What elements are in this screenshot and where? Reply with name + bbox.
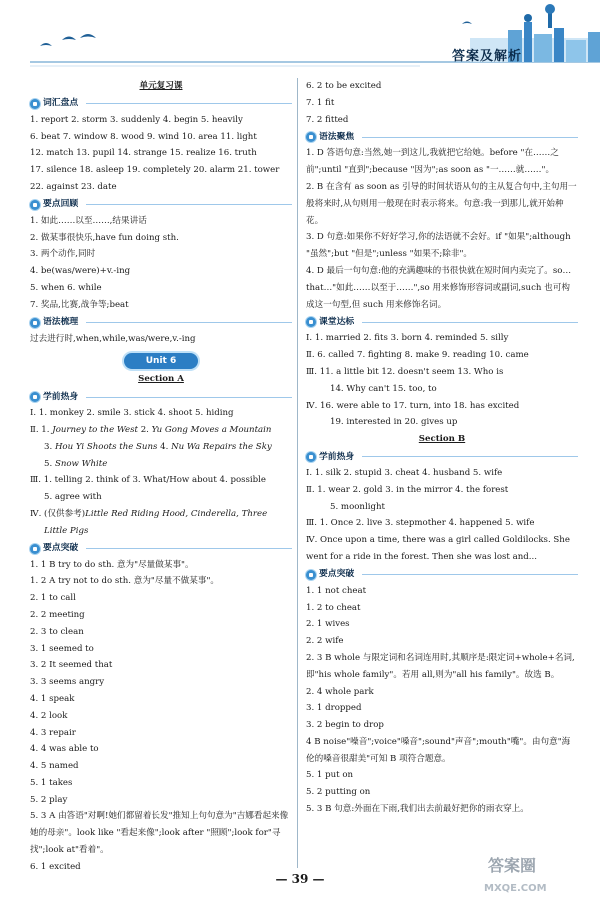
section-a-title: Section A xyxy=(138,374,184,385)
warmup-line: Ⅰ. 1. monkey 2. smile 3. stick 4. shoot 5. hiding xyxy=(30,408,234,419)
section-bullet-icon xyxy=(306,132,316,142)
answer-line: 2. 1 to call xyxy=(30,593,76,604)
unit-badge: Unit 6 xyxy=(124,353,198,369)
header-title: 答案及解析 xyxy=(451,49,522,64)
warmup-heading: 学前热身 xyxy=(30,390,292,404)
section-bullet-icon xyxy=(30,200,40,210)
review-title: 单元复习课 xyxy=(139,81,183,91)
answer-line: 2. 1 wives xyxy=(306,619,350,630)
answer-line: 3. 1 seemed to xyxy=(30,643,94,654)
review-line: 5. when 6. while xyxy=(30,282,102,293)
vocab-line: 6. beat 7. window 8. wood 9. wind 10. area 11. light xyxy=(30,131,257,142)
warmup-b-heading: 学前热身 xyxy=(306,450,578,464)
answer-line: Ⅳ. 16. were able to 17. turn, into 18. has excited xyxy=(306,400,520,411)
answer-line: 6. 2 to be excited xyxy=(306,81,382,91)
answer-line: 1. 2 A try not to do sth. 意为"尽量不做某事"。 xyxy=(30,576,219,587)
answer-paragraph: 2. 3 B whole 与限定词和名词连用时,其顺序是:限定词+whole+名词,即"his whole family"。若用 all,则为"all his family"。故选 B。 xyxy=(306,652,575,680)
vocab-line: 17. silence 18. asleep 19. completely 20. alarm 21. tower xyxy=(30,165,280,176)
answer-line: 7. 1 fit xyxy=(306,97,335,108)
warmup-line: 5. agree with xyxy=(44,492,102,503)
column-divider xyxy=(297,78,298,868)
breakthrough-heading: 要点突破 xyxy=(30,542,292,556)
answer-line: 4. 2 look xyxy=(30,710,68,721)
bird-icon xyxy=(462,22,472,25)
section-bullet-icon xyxy=(30,318,40,328)
answer-line: 5. 1 takes xyxy=(30,777,73,788)
review-line: 4. be(was/were)+v.-ing xyxy=(30,266,131,277)
vocab-line: 1. report 2. storm 3. suddenly 4. begin 5. heavily xyxy=(30,114,243,125)
page-header xyxy=(0,0,600,74)
answer-line: 4. 5 named xyxy=(30,761,79,772)
warmup-line: 5. Snow White xyxy=(44,458,108,469)
answer-paragraph: 2. B 在含有 as soon as 引导的时间状语从句的主从复合句中,主句用一般将来时,从句则用一般现在时表示将来。句意:我一到那儿,就开始种花。 xyxy=(306,181,577,226)
answer-line: 5. 3 B 句意:外面在下雨,我们出去前最好把你的雨衣穿上。 xyxy=(306,804,529,815)
answer-line: 2. 2 meeting xyxy=(30,609,85,620)
answer-line: 5. 2 play xyxy=(30,794,68,805)
answer-line: 6. 1 excited xyxy=(30,861,81,872)
answer-line: 3. 3 seems angry xyxy=(30,677,105,688)
answer-line: 4. 4 was able to xyxy=(30,744,99,755)
warmup-line: Ⅳ. (仅供参考)Little Red Riding Hood, Cinderella, Three xyxy=(30,508,268,519)
warmup-line: Ⅱ. 1. wear 2. gold 3. in the mirror 4. the forest xyxy=(306,484,509,495)
answer-line: 2. 2 wife xyxy=(306,636,344,647)
answer-paragraph: 1. D 答语句意:当然,她一到这儿,我就把它给她。before "在……之前";until "直到";because "因为";as soon as "一……就……"。 xyxy=(306,148,559,176)
section-bullet-icon xyxy=(306,570,316,580)
answer-line: 2. 3 to clean xyxy=(30,626,84,637)
bird-icon xyxy=(80,34,96,38)
warmup-line: 3. Hou Yi Shoots the Suns 4. Nu Wa Repairs the Sky xyxy=(44,441,272,452)
answer-paragraph: 4 B noise"噪音";voice"嗓音";sound"声音";mouth"嘴"。由句意"海伦的嗓音很甜美"可知 B 项符合题意。 xyxy=(306,736,571,764)
warmup-paragraph: Ⅳ. Once upon a time, there was a girl called Goldilocks. She went for a ride in the forest. Then she was lost and... xyxy=(306,535,570,562)
class-target-heading: 课堂达标 xyxy=(306,315,578,329)
answer-paragraph: 3. D 句意:如果你不好好学习,你的法语就不会好。if "如果";although "虽然";but "但是";unless "如果不;除非"。 xyxy=(306,232,571,260)
left-column xyxy=(30,78,292,876)
warmup-line: Ⅰ. 1. silk 2. stupid 3. cheat 4. husband 5. wife xyxy=(306,467,503,478)
answer-paragraph: 4. D 最后一句句意:他的充满趣味的书很快就在短时间内卖完了。so…that…"如此……以至于……",so 用来修饰形容词或副词,such 也可构成这一句型,但 such 用来修饰名词。 xyxy=(306,265,572,310)
answer-line: 5. 2 putting on xyxy=(306,787,371,798)
bird-icon xyxy=(62,37,76,41)
svg-text:答案圈: 答案圈 xyxy=(488,856,537,875)
review-line: 1. 如此……以至……,结果讲话 xyxy=(30,215,147,226)
svg-text:MXQE.COM: MXQE.COM xyxy=(484,883,547,894)
answer-paragraph: 5. 3 A 由答语"对啊!她们都留着长发"推知上句句意为"吉娜看起来像她的母亲"。look like "看起来像";look after "照顾";look for"寻找";look at"看着"。 xyxy=(30,811,289,856)
section-bullet-icon xyxy=(306,452,316,462)
answer-line: 3. 2 It seemed that xyxy=(30,660,113,671)
answer-line: 7. 2 fitted xyxy=(306,114,349,125)
grammar-focus-heading: 语法聚焦 xyxy=(306,130,578,144)
warmup-line: Ⅱ. 1. Journey to the West 2. Yu Gong Moves a Mountain xyxy=(30,424,272,435)
review-line: 7. 奖品,比赛,战争等;beat xyxy=(30,299,129,310)
bird-icon xyxy=(40,43,52,46)
warmup-line: 5. moonlight xyxy=(330,501,385,512)
review-line: 2. 做某事很快乐,have fun doing sth. xyxy=(30,232,179,243)
answer-line: 3. 2 begin to drop xyxy=(306,720,384,731)
answer-line: 1. 1 not cheat xyxy=(306,585,367,596)
section-bullet-icon xyxy=(30,392,40,402)
review-line: 3. 两个动作,同时 xyxy=(30,249,96,260)
answer-line: 1. 2 to cheat xyxy=(306,602,361,613)
review-heading: 要点回顾 xyxy=(30,198,292,212)
watermark-logo xyxy=(480,849,590,899)
vocab-heading: 词汇盘点 xyxy=(30,97,292,111)
warmup-line: Ⅲ. 1. Once 2. live 3. stepmother 4. happened 5. wife xyxy=(306,518,535,529)
answer-line: 19. interested in 20. gives up xyxy=(330,417,458,428)
grammar-summary-heading: 语法梳理 xyxy=(30,316,292,330)
right-column xyxy=(306,78,578,818)
section-bullet-icon xyxy=(306,317,316,327)
answer-line: 5. 1 put on xyxy=(306,770,354,781)
warmup-line: Little Pigs xyxy=(44,525,89,536)
answer-line: 2. 4 whole park xyxy=(306,686,374,697)
warmup-line: Ⅲ. 1. telling 2. think of 3. What/How about 4. possible xyxy=(30,475,267,486)
answer-line: 14. Why can't 15. too, to xyxy=(330,383,437,394)
section-b-title: Section B xyxy=(418,434,466,445)
section-bullet-icon xyxy=(30,99,40,109)
grammar-summary-line: 过去进行时,when,while,was/were,v.-ing xyxy=(30,333,196,344)
answer-line: Ⅰ. 1. married 2. fits 3. born 4. reminded 5. silly xyxy=(306,333,509,344)
answer-line: 1. 1 B try to do sth. 意为"尽量做某事"。 xyxy=(30,559,194,570)
answer-line: 3. 1 dropped xyxy=(306,703,362,714)
vocab-line: 22. against 23. date xyxy=(30,181,117,192)
breakthrough-b-heading: 要点突破 xyxy=(306,568,578,582)
answer-line: Ⅱ. 6. called 7. fighting 8. make 9. reading 10. came xyxy=(306,350,529,361)
answer-line: Ⅲ. 11. a little bit 12. doesn't seem 13. Who is xyxy=(306,366,504,377)
vocab-line: 12. match 13. pupil 14. strange 15. realize 16. truth xyxy=(30,148,257,159)
page-number: — 39 — xyxy=(275,872,325,886)
section-bullet-icon xyxy=(30,544,40,554)
answer-line: 4. 3 repair xyxy=(30,727,76,738)
answer-line: 4. 1 speak xyxy=(30,693,75,704)
